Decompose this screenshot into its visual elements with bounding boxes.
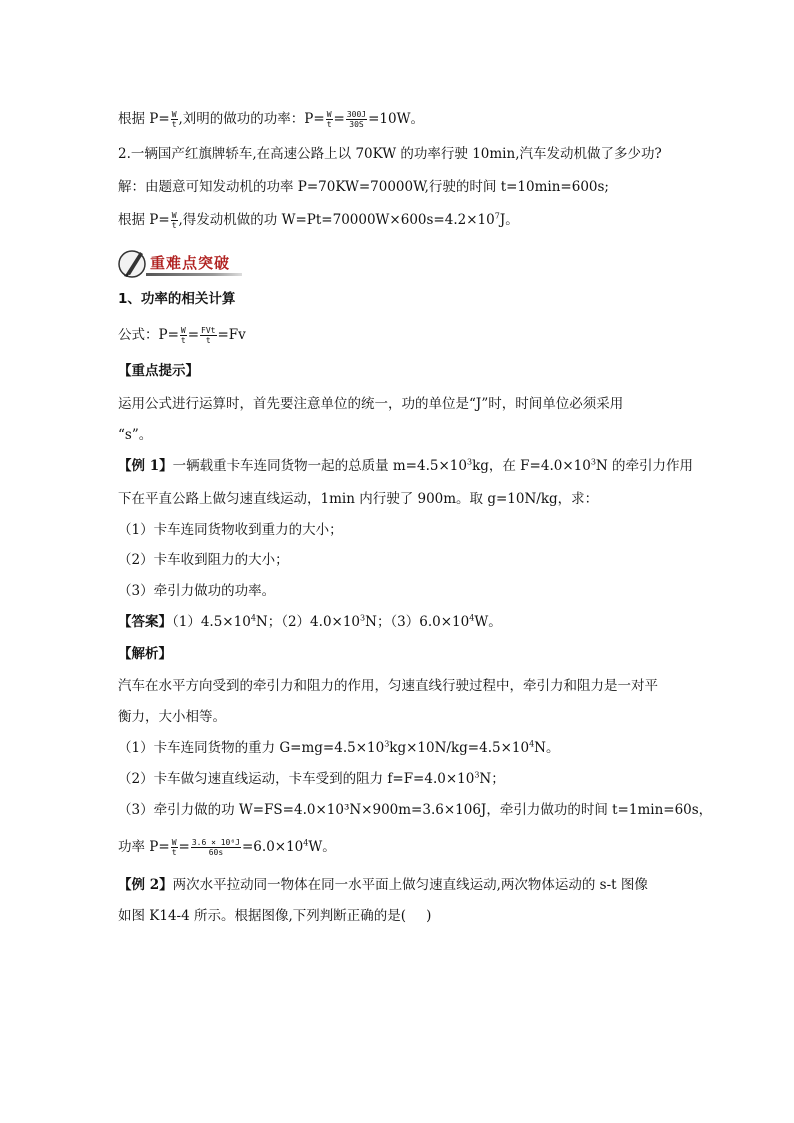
fraction: $\frac{\text{FVt}}{t}$ bbox=[201, 326, 216, 345]
tip-heading: 【重点提示】 bbox=[118, 363, 199, 379]
example-tag: 【例 1】 bbox=[118, 458, 173, 474]
analysis-heading: 【解析】 bbox=[118, 646, 172, 662]
analysis-line-1: 汽车在水平方向受到的牵引力和阻力的作用，匀速直线行驶过程中，牵引力和阻力是一对平 bbox=[118, 678, 658, 694]
step-1: （1）卡车连同货物的重力 $G=mg=4.5\times 10^3kg\times 10N/kg=4.5\times 10^4N$。 bbox=[118, 739, 560, 756]
work-formula-line: 根据 P= $\frac{W}{t}$ ,得发动机做的功 $W=Pt=70000W\times 600s=4.2\times 10^7J$。 bbox=[118, 211, 519, 230]
fraction: $\frac{W}{t}$ bbox=[180, 326, 186, 345]
power-result-line: 功率 P= $\frac{W}{t}$ = $\frac{\text{3.6 × 10⁶J}}{60s}$ $=6.0\times 10^4W$。 bbox=[118, 838, 336, 857]
formula-line: 公式：P= $\frac{W}{t}$ = $\frac{\text{FVt}}{t}$ =Fv bbox=[118, 326, 246, 345]
banner-label: 重难点突破 bbox=[150, 254, 231, 272]
example-2-line-2: 如图 K14-4 所示。根据图像,下列判断正确的是( ) bbox=[118, 908, 432, 924]
fraction: $\frac{W}{t}$ bbox=[171, 211, 177, 230]
fraction: $\frac{300J}{30S}$ bbox=[346, 110, 367, 129]
section-banner bbox=[118, 246, 242, 280]
solution-line: 解：由题意可知发动机的功率 P=70KW=70000W,行驶的时间 t=10min=600s; bbox=[118, 179, 609, 195]
step-3: （3）牵引力做的功 W=FS=4.0×10³N×900m=3.6×106J，牵引力做功的时间 t=1min=60s， bbox=[118, 802, 713, 818]
section-title: 1、功率的相关计算 bbox=[118, 291, 236, 307]
fraction: $\frac{W}{t}$ bbox=[171, 838, 177, 857]
fraction: $\frac{W}{t}$ bbox=[326, 110, 332, 129]
question-2: 2.一辆国产红旗牌轿车,在高速公路上以 70KW 的功率行驶 10min,汽车发动机做了多少功? bbox=[118, 146, 662, 162]
example-tag: 【例 2】 bbox=[118, 877, 173, 893]
answer-tag: 【答案】 bbox=[118, 614, 172, 630]
example-1-line-2: 下在平直公路上做匀速直线运动，1min 内行驶了 900m。取 g=10N/kg，求： bbox=[118, 491, 599, 507]
sub-question-3: （3）牵引力做功的功率。 bbox=[118, 583, 276, 599]
banner-underline bbox=[146, 273, 242, 276]
example-2-line-1: 【例 2】两次水平拉动同一物体在同一水平面上做匀速直线运动,两次物体运动的 s-t 图像 bbox=[118, 877, 648, 893]
text: =10W。 bbox=[368, 111, 424, 127]
step-2: （2）卡车做匀速直线运动，卡车受到的阻力 $f=F=4.0\times 10^3N$； bbox=[118, 770, 505, 787]
text: ,刘明的做功的功率：P= bbox=[178, 111, 325, 127]
example-1-line-1: 【例 1】一辆载重卡车连同货物一起的总质量 $m=4.5\times 10^3kg$，在 $F=4.0\times 10^3N$ 的牵引力作用 bbox=[118, 457, 694, 474]
sub-question-2: （2）卡车收到阻力的大小； bbox=[118, 552, 289, 568]
sub-question-1: （1）卡车连同货物收到重力的大小； bbox=[118, 522, 343, 538]
fraction: $\frac{\text{3.6 × 10⁶J}}{60s}$ bbox=[191, 838, 240, 857]
text: 根据 P= bbox=[118, 111, 170, 127]
answer-line: 【答案】$(1)4.5\times 10^4N$；$(2)4.0\times 10^3N$；$(3)6.0\times 10^4W$。 bbox=[118, 613, 502, 630]
prev-power-line: 根据 P= $\frac{W}{t}$ ,刘明的做功的功率：P= $\frac{W}{t}$ = $\frac{300J}{30S}$ =10W。 bbox=[118, 110, 424, 129]
fraction: $\frac{W}{t}$ bbox=[171, 110, 177, 129]
tip-line-1: 运用公式进行运算时，首先要注意单位的统一，功的单位是“J”时，时间单位必须采用 bbox=[118, 396, 624, 412]
tip-line-2: “s”。 bbox=[118, 427, 153, 443]
brush-icon bbox=[118, 246, 148, 280]
analysis-line-2: 衡力，大小相等。 bbox=[118, 709, 226, 725]
